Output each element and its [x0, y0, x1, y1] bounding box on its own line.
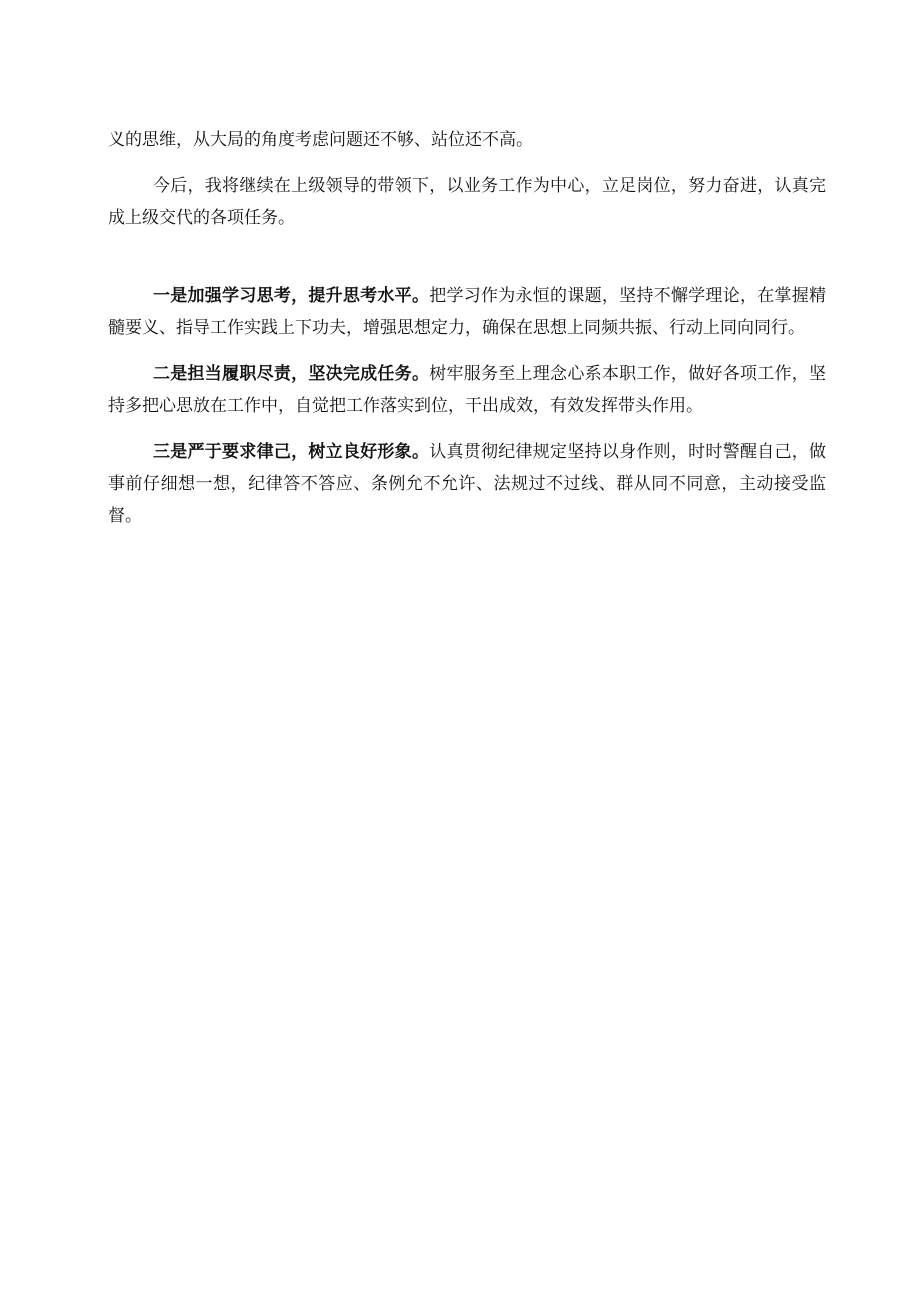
paragraph-lead: 三是严于要求律己，树立良好形象。 — [153, 442, 430, 462]
document-body — [108, 124, 826, 546]
paragraph-text: 今后，我将继续在上级领导的带领下，以业务工作为中心，立足岗位，努力奋进，认真完成上级交代的各项任务。 — [108, 176, 826, 228]
paragraph-text: 把学习作为永恒的课题，坚持不懈学理论，在掌握精髓要义、指导工作实践上下功夫，增强思想定力，确保在思想上同频共振、行动上同向同行。 — [108, 286, 827, 338]
paragraph-continuation — [108, 124, 826, 156]
paragraph-point-two — [108, 358, 826, 422]
paragraph-point-one — [108, 280, 826, 344]
paragraph-text: 义的思维，从大局的角度考虑问题还不够、站位还不高。 — [108, 130, 533, 150]
paragraph-text: 认真贯彻纪律规定坚持以身作则，时时警醒自己，做事前仔细想一想，纪律答不答应、条例允不允许、法规过不过线、群从同不同意，主动接受监督。 — [108, 442, 827, 526]
paragraph-point-three — [108, 436, 826, 532]
paragraph-future-plan — [108, 170, 826, 234]
paragraph-lead: 一是加强学习思考，提升思考水平。 — [153, 286, 430, 306]
paragraph-lead: 二是担当履职尽责，坚决完成任务。 — [153, 364, 430, 384]
paragraph-text: 树牢服务至上理念心系本职工作，做好各项工作，坚持多把心思放在工作中，自觉把工作落实到位，干出成效，有效发挥带头作用。 — [108, 364, 827, 416]
